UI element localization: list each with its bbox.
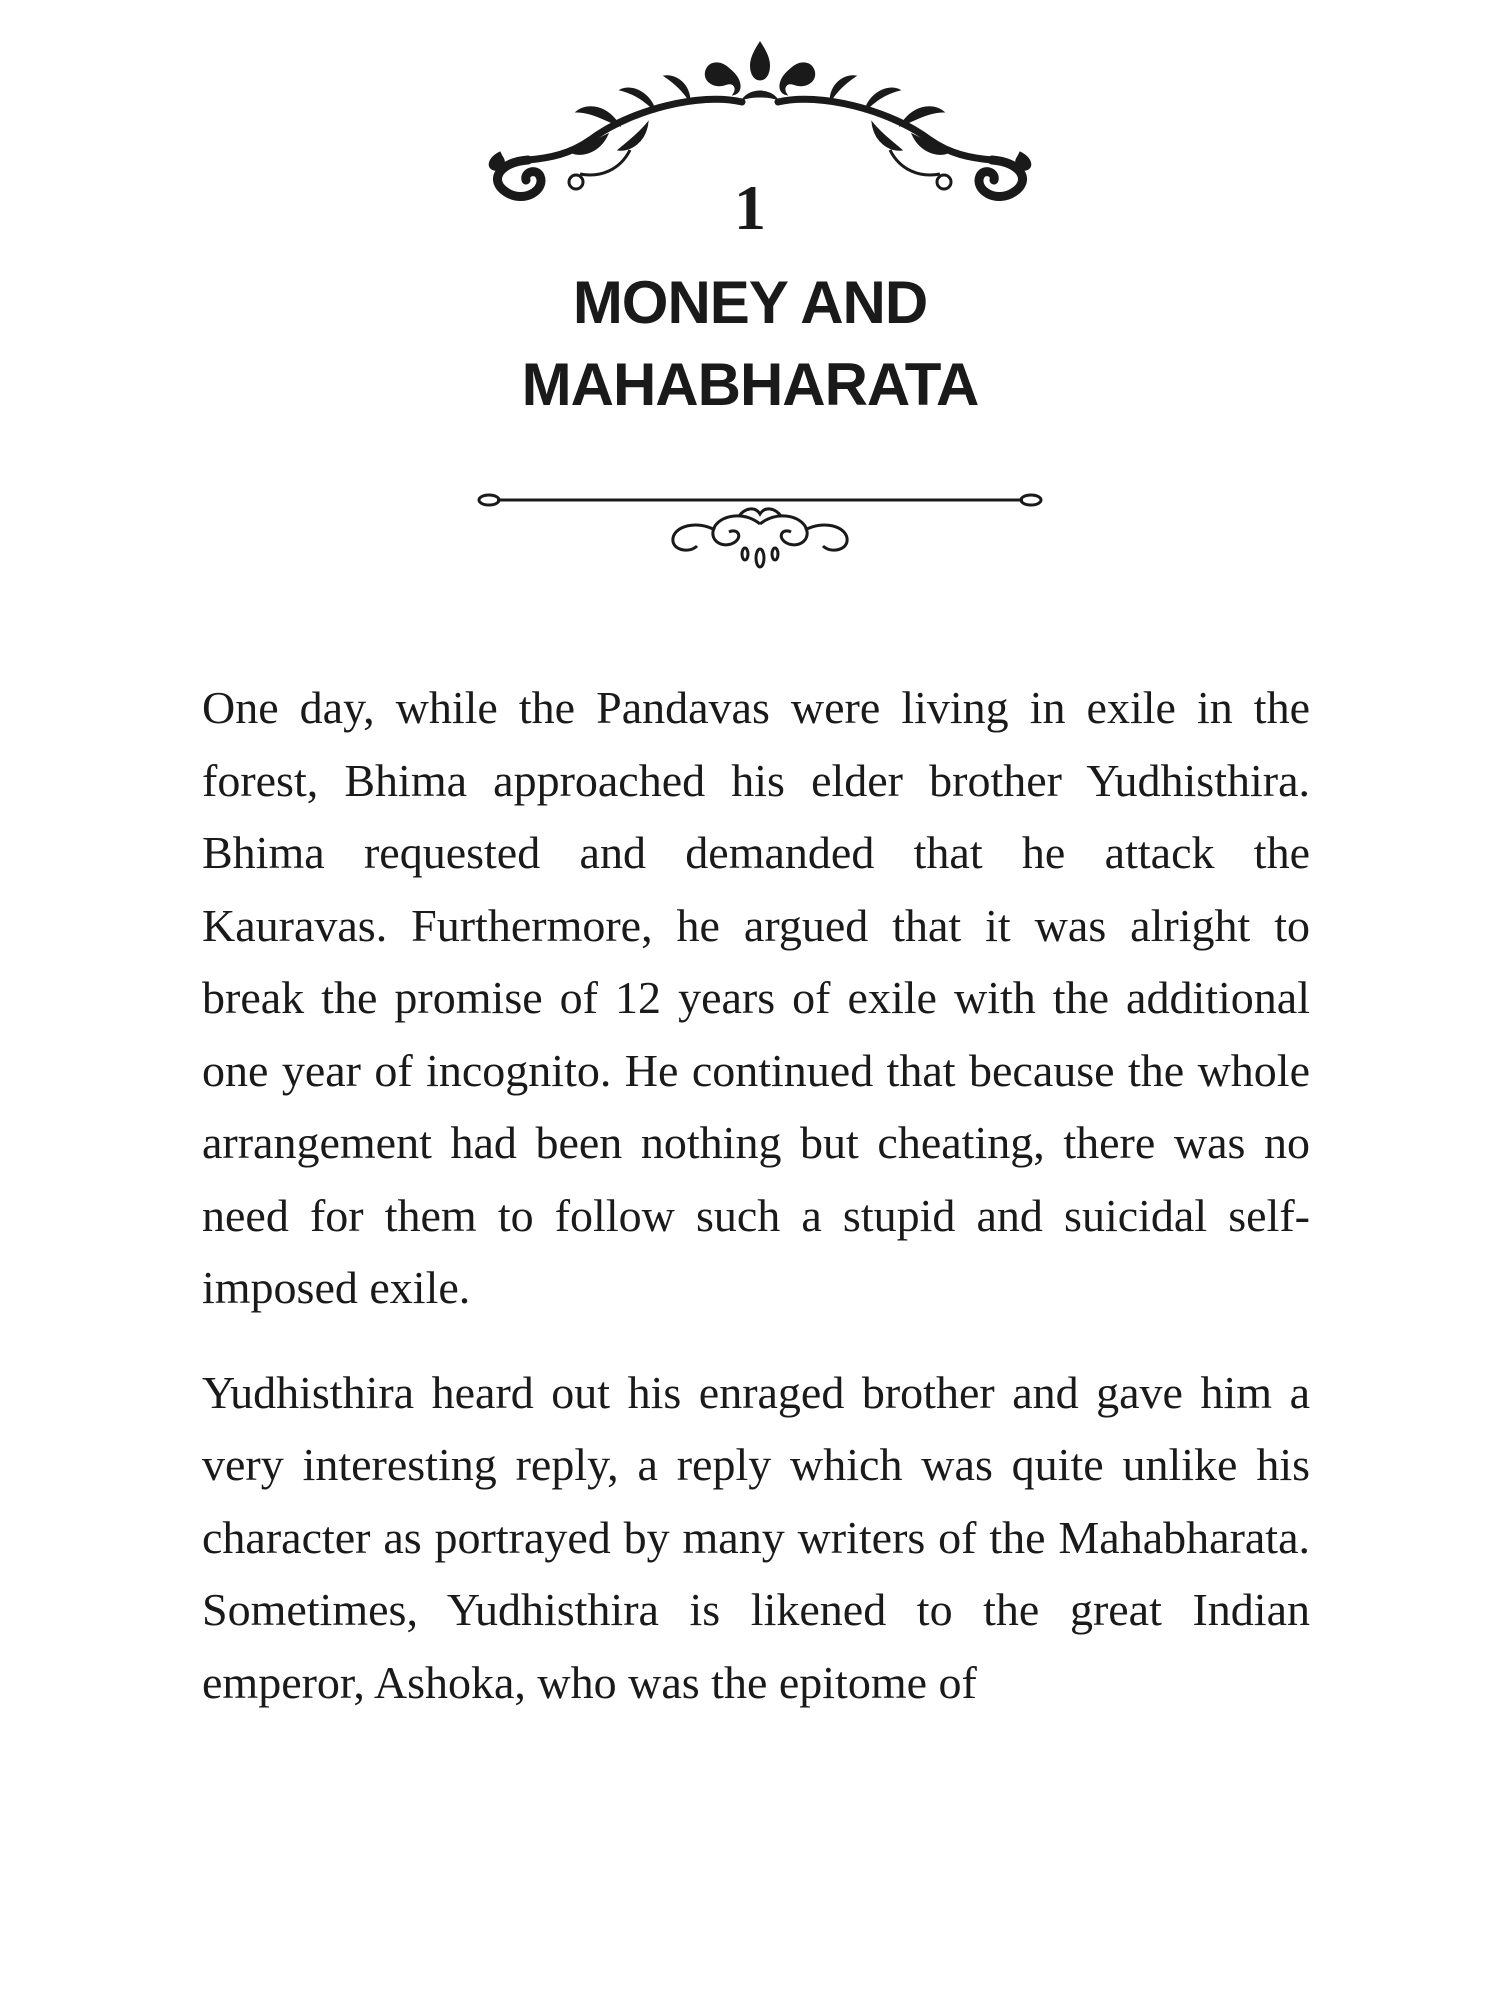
- paragraph: One day, while the Pandavas were living in exile in the forest, Bhima approached his elder brother Yudhisthira. Bhima requested and demanded that he attack the Kauravas. Furthermore, he argued that it was alright to break the promise of 12 years of exile with the additional one year of incognito. He continued that because the whole arrangement had been nothing but cheating, there was no need for them to follow such a stupid and suicidal self-imposed exile.: [202, 682, 1310, 1313]
- chapter-title-line: MAHABHARATA: [521, 351, 979, 418]
- chapter-number: 1: [734, 172, 766, 243]
- body-text: [202, 672, 1310, 1719]
- paragraph: Yudhisthira heard out his enraged brother and gave him a very interesting reply, a reply which was quite unlike his character as portrayed by many writers of the Mahabharata. Sometimes, Yudhisthira is likened to the great Indian emperor, Ashoka, who was the epitome of: [202, 1366, 1310, 1708]
- divider-ornament-icon: [475, 480, 1045, 575]
- chapter-title-line: MONEY AND: [572, 269, 928, 336]
- chapter-title: [0, 262, 1500, 426]
